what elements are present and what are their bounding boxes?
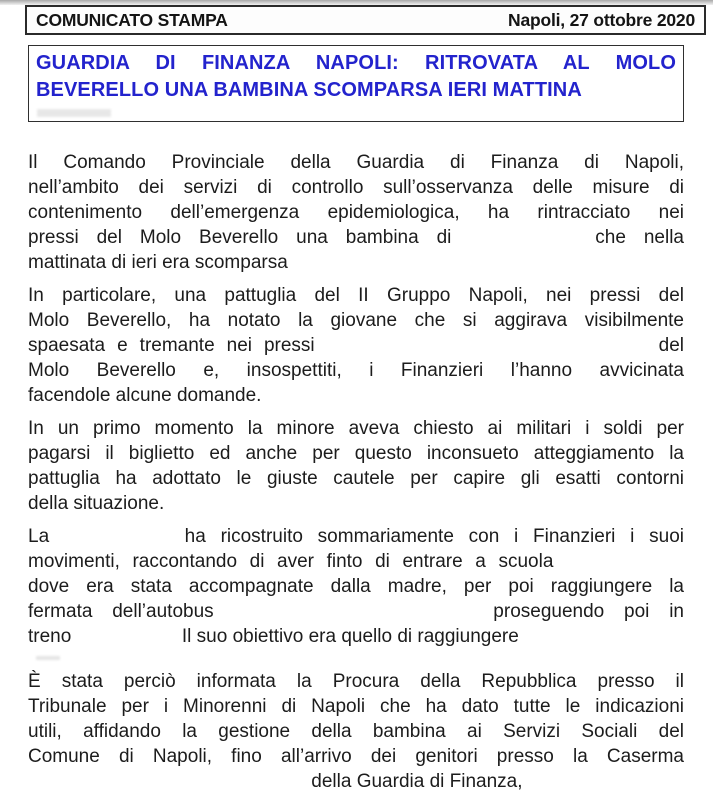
text-line — [28, 719, 684, 744]
text-segment: fermata dell’autobus — [28, 601, 214, 622]
text-segment: Tribunale per i Minorenni di Napoli che ha dato tutte le indicazioni — [28, 696, 684, 717]
text-line — [28, 669, 684, 694]
text-line — [28, 524, 684, 549]
text-segment: spaesata e tremante nei pressi — [28, 335, 315, 356]
text-segment: La — [28, 526, 50, 547]
text-segment: dove era stata accompagnate dalla madre, per poi raggiungere la — [28, 576, 684, 597]
redaction-remnant — [37, 109, 111, 117]
text-segment: utili, affidando la gestione della bambina ai Servizi Sociali del — [28, 721, 684, 742]
text-line — [28, 175, 684, 200]
text-line — [28, 200, 684, 225]
text-segment: pagarsi il biglietto ed anche per questo inconsueto atteggiamento la — [28, 443, 684, 464]
text-line — [28, 358, 684, 383]
text-segment: È stata perciò informata la Procura della Repubblica presso il — [28, 671, 684, 692]
text-segment: Il suo obiettivo era quello di raggiungere — [181, 626, 519, 647]
paragraph — [28, 669, 684, 794]
paragraph — [28, 524, 684, 649]
text-line — [28, 416, 684, 441]
text-line — [28, 225, 684, 250]
text-line — [28, 744, 684, 769]
redaction-gap — [64, 541, 170, 542]
text-segment: della situazione. — [28, 493, 165, 514]
text-segment: Il Comando Provinciale della Guardia di Finanza di Napoli, — [28, 152, 684, 173]
text-line — [28, 491, 684, 516]
text-segment: In un primo momento la minore aveva chiesto ai militari i soldi per — [28, 418, 684, 439]
text-line — [28, 333, 684, 358]
text-segment: Molo Beverello e, insospettiti, i Finanzieri l’hanno avvicinata — [28, 360, 684, 381]
text-segment: contenimento dell’emergenza epidemiologica, ha rintracciato nei — [28, 202, 684, 223]
text-line — [28, 150, 684, 175]
redaction-gap — [77, 641, 177, 642]
text-line — [28, 624, 684, 649]
text-segment: pattuglia ha adottato le giuste cautele per capire gli esatti contorni — [28, 468, 684, 489]
text-line — [28, 250, 684, 275]
header-title: COMUNICATO STAMPA — [36, 9, 228, 30]
text-segment: proseguendo poi in — [493, 601, 685, 622]
header-dateline: Napoli, 27 ottobre 2020 — [508, 9, 695, 30]
text-segment: nell’ambito dei servizi di controllo sull’osservanza delle misure di — [28, 177, 684, 198]
text-segment: In particolare, una pattuglia del II Gruppo Napoli, nei pressi del — [28, 285, 684, 306]
redaction-gap — [469, 242, 577, 243]
text-segment: del — [658, 335, 685, 356]
text-segment: ha ricostruito sommariamente con i Finanzieri i suoi — [184, 526, 684, 547]
text-segment: Molo Beverello, ha notato la giovane che si aggirava visibilmente — [28, 310, 684, 331]
text-segment: mattinata di ieri era scomparsa — [28, 252, 288, 273]
paragraph — [28, 283, 684, 408]
paragraph — [28, 150, 684, 275]
text-segment: treno — [28, 626, 72, 647]
text-segment: che nella — [595, 227, 684, 248]
text-line — [28, 574, 684, 599]
headline-line-1: GUARDIA DI FINANZA NAPOLI: RITROVATA AL MOLO — [36, 52, 676, 74]
redaction-gap — [566, 566, 684, 567]
text-line — [28, 308, 684, 333]
text-line — [28, 549, 684, 574]
paragraph — [28, 416, 684, 516]
text-segment: facendole alcune domande. — [28, 385, 262, 406]
text-line — [28, 441, 684, 466]
press-release-header — [25, 5, 706, 35]
text-segment: della Guardia di Finanza, — [311, 771, 523, 792]
redaction-gap — [28, 786, 306, 787]
redaction-gap — [327, 350, 647, 351]
text-line — [28, 599, 684, 624]
text-segment: Comune di Napoli, fino all’arrivo dei genitori presso la Caserma — [28, 746, 684, 767]
text-segment: movimenti, raccontando di aver finto di entrare a scuola — [28, 551, 554, 572]
text-line — [28, 466, 684, 491]
text-line — [28, 383, 684, 408]
redaction-gap — [233, 616, 473, 617]
paragraphs — [28, 150, 684, 802]
headline-line-2: BEVERELLO UNA BAMBINA SCOMPARSA IERI MATTINA — [36, 78, 582, 101]
text-line — [28, 283, 684, 308]
text-line — [28, 769, 684, 794]
text-line — [28, 694, 684, 719]
headline-box — [28, 45, 684, 122]
text-segment: pressi del Molo Beverello una bambina di — [28, 227, 452, 248]
